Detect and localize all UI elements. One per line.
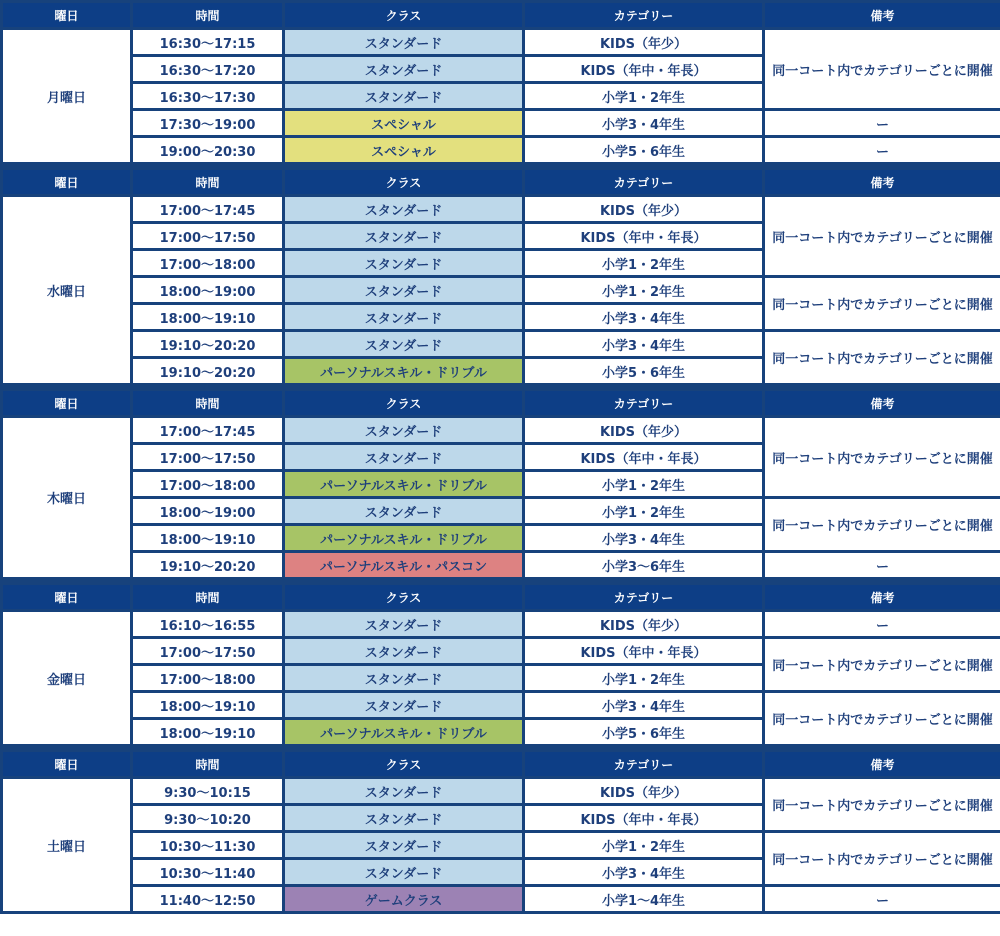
category-cell: 小学5・6年生 bbox=[524, 358, 764, 385]
header-day: 曜日 bbox=[2, 390, 132, 417]
category-cell: 小学1・2年生 bbox=[524, 498, 764, 525]
day-cell: 土曜日 bbox=[2, 778, 132, 913]
header-day: 曜日 bbox=[2, 584, 132, 611]
header-time: 時間 bbox=[132, 584, 284, 611]
category-cell: KIDS（年少） bbox=[524, 778, 764, 805]
schedule-row bbox=[2, 552, 1000, 579]
time-cell: 11:40〜12:50 bbox=[132, 886, 284, 913]
class-cell: スペシャル bbox=[284, 137, 524, 164]
day-cell: 金曜日 bbox=[2, 611, 132, 746]
class-cell: スタンダード bbox=[284, 638, 524, 665]
note-cell: 同一コート内でカテゴリーごとに開催 bbox=[764, 832, 1000, 886]
note-cell: 同一コート内でカテゴリーごとに開催 bbox=[764, 29, 1000, 110]
schedule-row bbox=[2, 110, 1000, 137]
schedule-row bbox=[2, 331, 1000, 358]
class-cell: スタンダード bbox=[284, 304, 524, 331]
class-cell: パーソナルスキル・ドリブル bbox=[284, 719, 524, 746]
time-cell: 17:00〜17:45 bbox=[132, 196, 284, 223]
time-cell: 17:00〜18:00 bbox=[132, 471, 284, 498]
schedule-row bbox=[2, 886, 1000, 913]
category-cell: 小学3・4年生 bbox=[524, 859, 764, 886]
class-cell: スタンダード bbox=[284, 611, 524, 638]
header-category: カテゴリー bbox=[524, 169, 764, 196]
category-cell: 小学1・2年生 bbox=[524, 83, 764, 110]
header-row bbox=[2, 2, 1000, 29]
category-cell: KIDS（年中・年長） bbox=[524, 223, 764, 250]
category-cell: 小学1・2年生 bbox=[524, 471, 764, 498]
class-cell: パーソナルスキル・ドリブル bbox=[284, 358, 524, 385]
time-cell: 16:30〜17:15 bbox=[132, 29, 284, 56]
time-cell: 17:00〜17:50 bbox=[132, 444, 284, 471]
category-cell: 小学3〜6年生 bbox=[524, 552, 764, 579]
category-cell: 小学3・4年生 bbox=[524, 331, 764, 358]
header-note: 備考 bbox=[764, 169, 1000, 196]
category-cell: KIDS（年中・年長） bbox=[524, 444, 764, 471]
class-cell: スタンダード bbox=[284, 250, 524, 277]
header-class: クラス bbox=[284, 2, 524, 29]
schedule-row bbox=[2, 832, 1000, 859]
schedule-row bbox=[2, 692, 1000, 719]
header-note: 備考 bbox=[764, 2, 1000, 29]
category-cell: KIDS（年中・年長） bbox=[524, 638, 764, 665]
note-cell: 同一コート内でカテゴリーごとに開催 bbox=[764, 196, 1000, 277]
schedule-row bbox=[2, 137, 1000, 164]
category-cell: 小学1・2年生 bbox=[524, 665, 764, 692]
category-cell: KIDS（年少） bbox=[524, 417, 764, 444]
note-cell: ー bbox=[764, 137, 1000, 164]
header-row bbox=[2, 751, 1000, 778]
day-cell: 月曜日 bbox=[2, 29, 132, 164]
time-cell: 17:00〜17:50 bbox=[132, 223, 284, 250]
category-cell: 小学1・2年生 bbox=[524, 277, 764, 304]
header-class: クラス bbox=[284, 584, 524, 611]
time-cell: 9:30〜10:20 bbox=[132, 805, 284, 832]
class-cell: スタンダード bbox=[284, 331, 524, 358]
schedule-row bbox=[2, 778, 1000, 805]
note-cell: 同一コート内でカテゴリーごとに開催 bbox=[764, 331, 1000, 385]
class-cell: スタンダード bbox=[284, 223, 524, 250]
time-cell: 16:30〜17:30 bbox=[132, 83, 284, 110]
header-category: カテゴリー bbox=[524, 390, 764, 417]
category-cell: KIDS（年少） bbox=[524, 196, 764, 223]
time-cell: 17:30〜19:00 bbox=[132, 110, 284, 137]
category-cell: KIDS（年少） bbox=[524, 611, 764, 638]
day-cell: 木曜日 bbox=[2, 417, 132, 579]
header-class: クラス bbox=[284, 390, 524, 417]
category-cell: KIDS（年中・年長） bbox=[524, 56, 764, 83]
category-cell: KIDS（年中・年長） bbox=[524, 805, 764, 832]
note-cell: 同一コート内でカテゴリーごとに開催 bbox=[764, 277, 1000, 331]
time-cell: 17:00〜17:45 bbox=[132, 417, 284, 444]
class-cell: スタンダード bbox=[284, 692, 524, 719]
time-cell: 17:00〜18:00 bbox=[132, 665, 284, 692]
class-cell: パーソナルスキル・ドリブル bbox=[284, 525, 524, 552]
note-cell: ー bbox=[764, 886, 1000, 913]
header-note: 備考 bbox=[764, 390, 1000, 417]
time-cell: 17:00〜17:50 bbox=[132, 638, 284, 665]
header-note: 備考 bbox=[764, 584, 1000, 611]
class-cell: スタンダード bbox=[284, 444, 524, 471]
class-cell: スタンダード bbox=[284, 56, 524, 83]
schedule-row bbox=[2, 29, 1000, 56]
header-time: 時間 bbox=[132, 751, 284, 778]
note-cell: 同一コート内でカテゴリーごとに開催 bbox=[764, 692, 1000, 746]
note-cell: 同一コート内でカテゴリーごとに開催 bbox=[764, 638, 1000, 692]
time-cell: 19:10〜20:20 bbox=[132, 552, 284, 579]
header-row bbox=[2, 390, 1000, 417]
header-time: 時間 bbox=[132, 2, 284, 29]
header-category: カテゴリー bbox=[524, 2, 764, 29]
time-cell: 9:30〜10:15 bbox=[132, 778, 284, 805]
time-cell: 18:00〜19:10 bbox=[132, 525, 284, 552]
schedule-row bbox=[2, 196, 1000, 223]
time-cell: 10:30〜11:30 bbox=[132, 832, 284, 859]
category-cell: 小学1・2年生 bbox=[524, 832, 764, 859]
category-cell: 小学3・4年生 bbox=[524, 110, 764, 137]
class-cell: ゲームクラス bbox=[284, 886, 524, 913]
time-cell: 19:10〜20:20 bbox=[132, 331, 284, 358]
header-class: クラス bbox=[284, 751, 524, 778]
time-cell: 18:00〜19:10 bbox=[132, 304, 284, 331]
header-day: 曜日 bbox=[2, 2, 132, 29]
category-cell: KIDS（年少） bbox=[524, 29, 764, 56]
header-time: 時間 bbox=[132, 169, 284, 196]
schedule-row bbox=[2, 277, 1000, 304]
class-cell: スタンダード bbox=[284, 29, 524, 56]
time-cell: 19:00〜20:30 bbox=[132, 137, 284, 164]
header-day: 曜日 bbox=[2, 169, 132, 196]
time-cell: 16:10〜16:55 bbox=[132, 611, 284, 638]
category-cell: 小学1・2年生 bbox=[524, 250, 764, 277]
schedule-row bbox=[2, 417, 1000, 444]
time-cell: 18:00〜19:00 bbox=[132, 277, 284, 304]
class-cell: スタンダード bbox=[284, 665, 524, 692]
note-cell: ー bbox=[764, 611, 1000, 638]
time-cell: 18:00〜19:00 bbox=[132, 498, 284, 525]
schedule-row bbox=[2, 611, 1000, 638]
class-cell: スタンダード bbox=[284, 778, 524, 805]
category-cell: 小学3・4年生 bbox=[524, 304, 764, 331]
header-class: クラス bbox=[284, 169, 524, 196]
class-cell: スタンダード bbox=[284, 859, 524, 886]
category-cell: 小学3・4年生 bbox=[524, 692, 764, 719]
class-cell: スタンダード bbox=[284, 83, 524, 110]
category-cell: 小学3・4年生 bbox=[524, 525, 764, 552]
class-cell: パーソナルスキル・ドリブル bbox=[284, 471, 524, 498]
time-cell: 16:30〜17:20 bbox=[132, 56, 284, 83]
class-cell: パーソナルスキル・パスコン bbox=[284, 552, 524, 579]
header-category: カテゴリー bbox=[524, 584, 764, 611]
class-cell: スタンダード bbox=[284, 277, 524, 304]
category-cell: 小学5・6年生 bbox=[524, 137, 764, 164]
class-cell: スペシャル bbox=[284, 110, 524, 137]
header-day: 曜日 bbox=[2, 751, 132, 778]
class-cell: スタンダード bbox=[284, 498, 524, 525]
time-cell: 18:00〜19:10 bbox=[132, 692, 284, 719]
header-note: 備考 bbox=[764, 751, 1000, 778]
category-cell: 小学5・6年生 bbox=[524, 719, 764, 746]
time-cell: 17:00〜18:00 bbox=[132, 250, 284, 277]
day-cell: 水曜日 bbox=[2, 196, 132, 385]
note-cell: 同一コート内でカテゴリーごとに開催 bbox=[764, 417, 1000, 498]
note-cell: 同一コート内でカテゴリーごとに開催 bbox=[764, 498, 1000, 552]
header-row bbox=[2, 584, 1000, 611]
note-cell: 同一コート内でカテゴリーごとに開催 bbox=[764, 778, 1000, 832]
time-cell: 10:30〜11:40 bbox=[132, 859, 284, 886]
schedule-row bbox=[2, 638, 1000, 665]
header-category: カテゴリー bbox=[524, 751, 764, 778]
class-cell: スタンダード bbox=[284, 832, 524, 859]
header-time: 時間 bbox=[132, 390, 284, 417]
header-row bbox=[2, 169, 1000, 196]
note-cell: ー bbox=[764, 110, 1000, 137]
note-cell: ー bbox=[764, 552, 1000, 579]
class-cell: スタンダード bbox=[284, 196, 524, 223]
time-cell: 18:00〜19:10 bbox=[132, 719, 284, 746]
category-cell: 小学1〜4年生 bbox=[524, 886, 764, 913]
class-cell: スタンダード bbox=[284, 417, 524, 444]
time-cell: 19:10〜20:20 bbox=[132, 358, 284, 385]
schedule-row bbox=[2, 498, 1000, 525]
class-cell: スタンダード bbox=[284, 805, 524, 832]
